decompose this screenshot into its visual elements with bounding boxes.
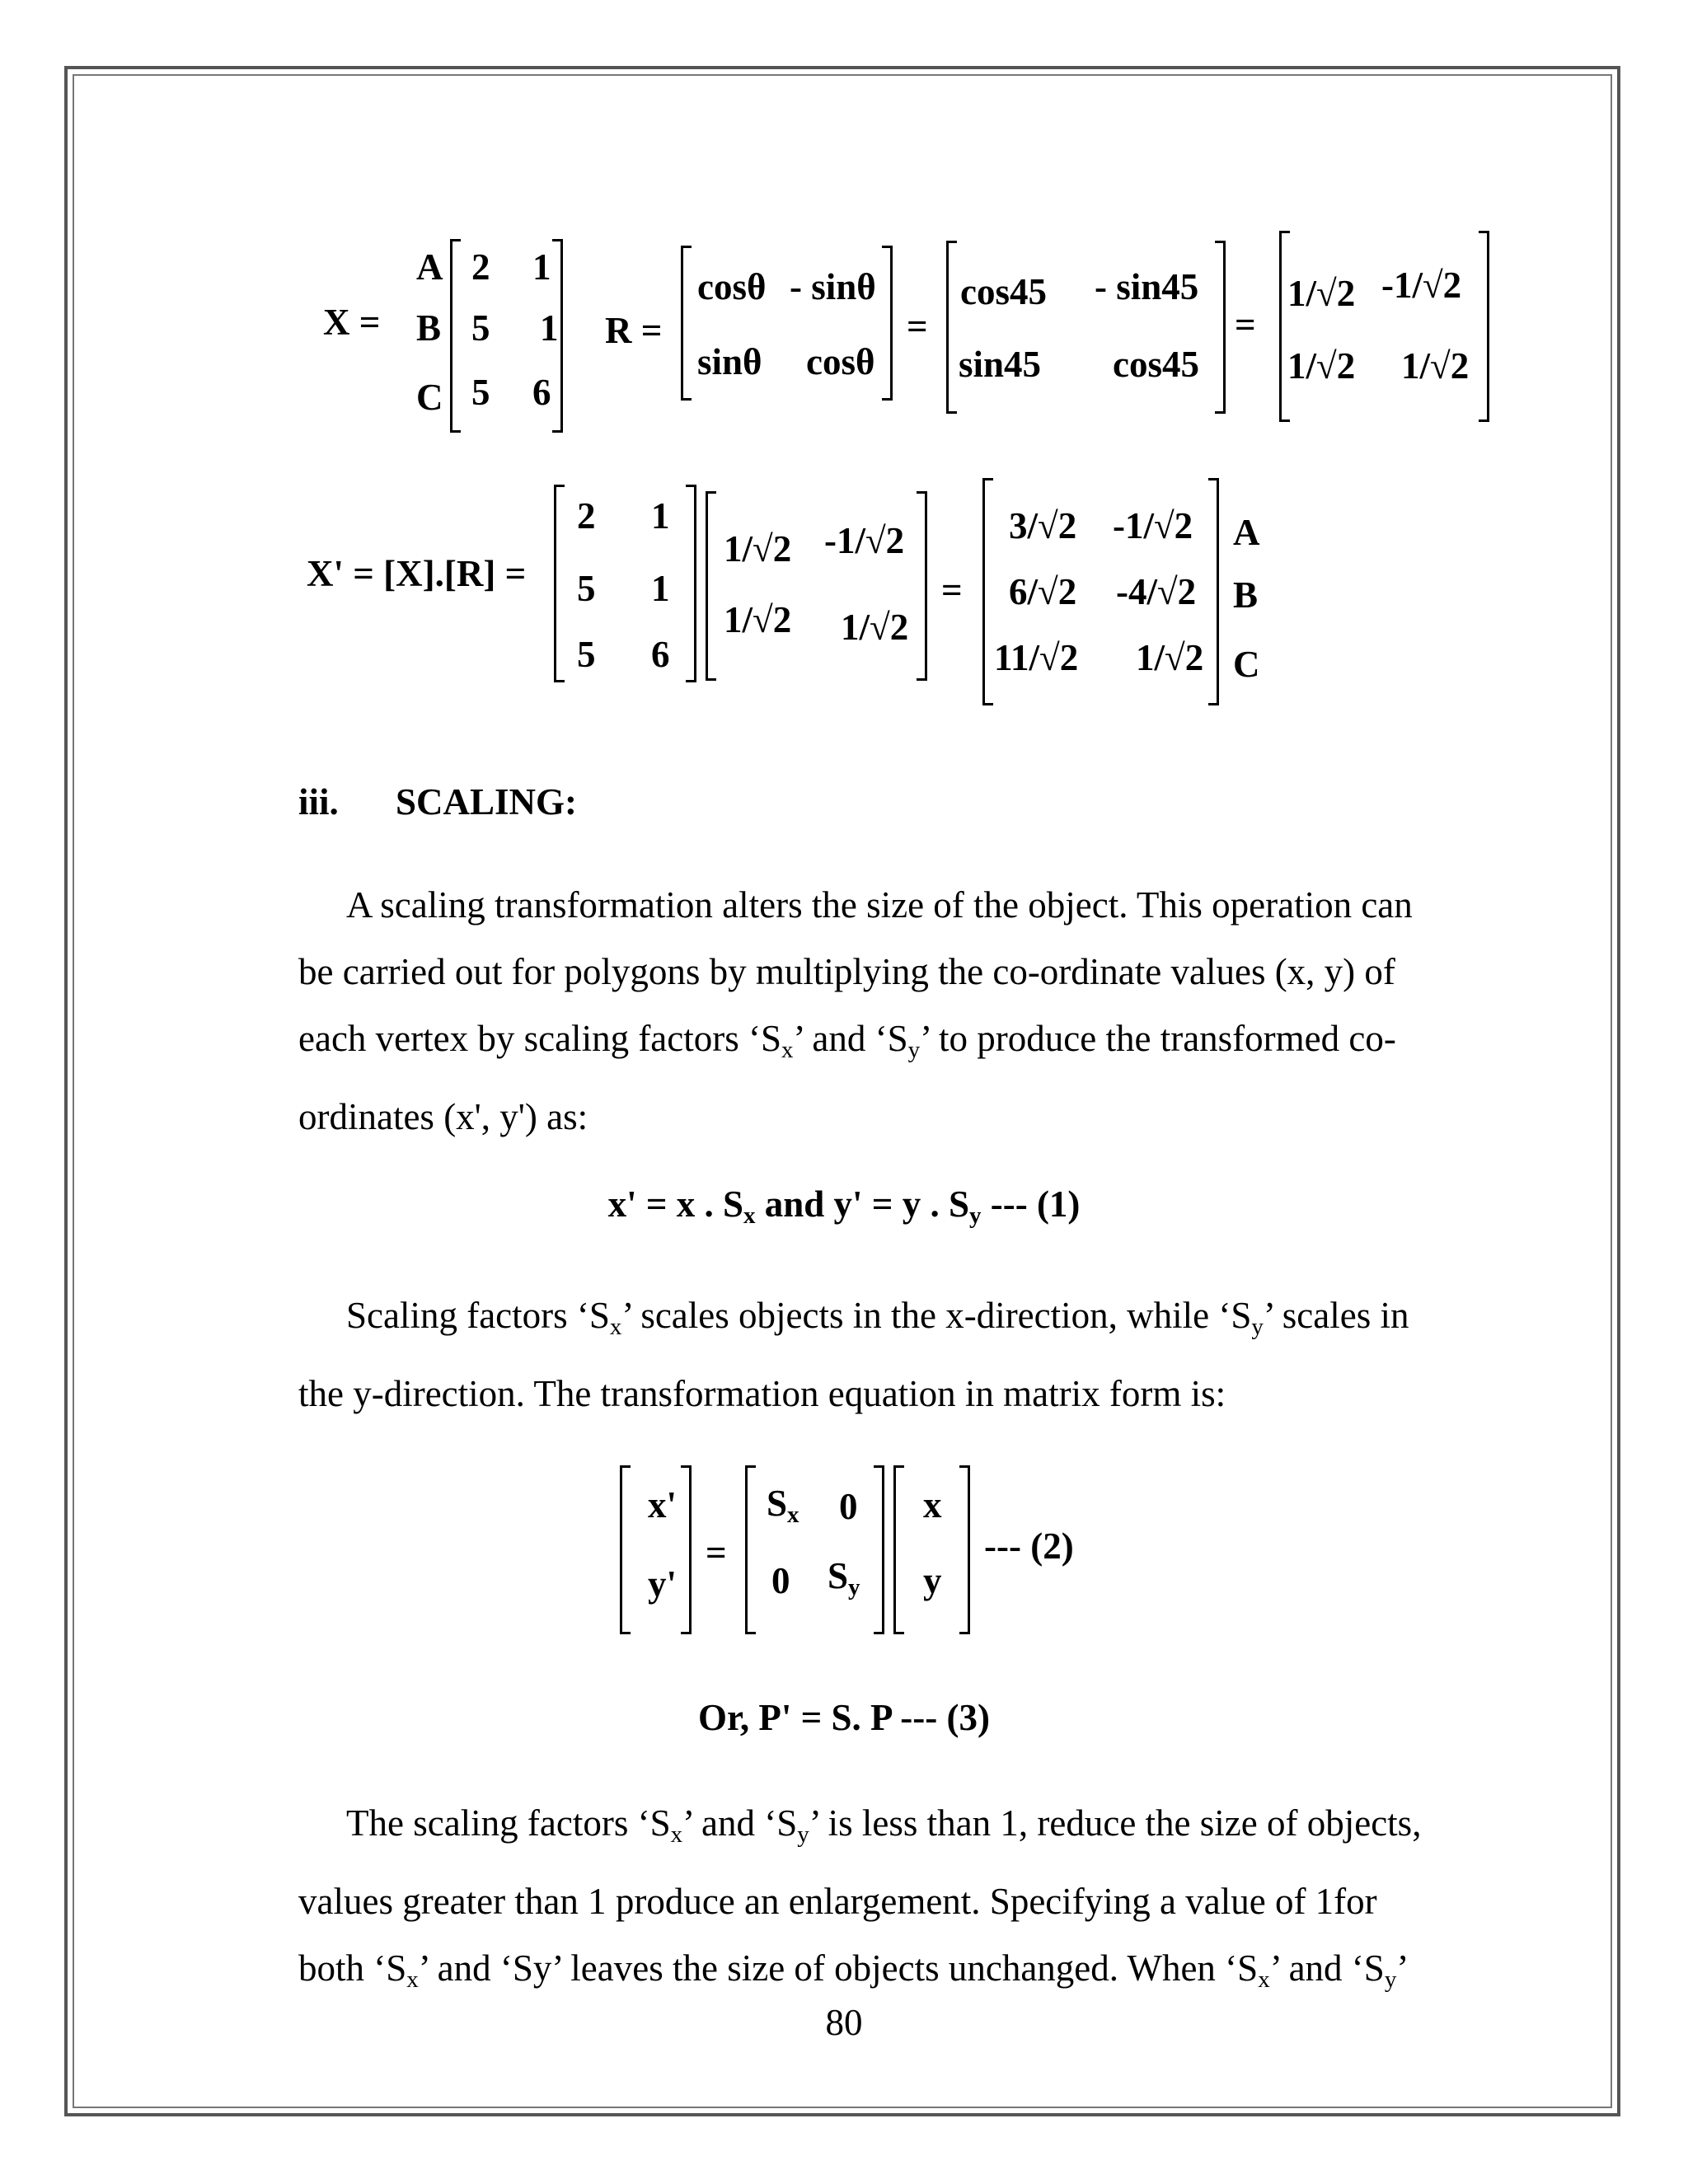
product-x-cell: 1 — [651, 495, 670, 537]
eq2-lhs-left-bracket — [620, 1465, 631, 1634]
matrix-r-val-cell: 1/√2 — [1287, 273, 1356, 314]
product-result-cell: 11/√2 — [994, 637, 1079, 678]
paragraph-line: values greater than 1 produce an enlargement. Specifying a value of 1for — [298, 1881, 1377, 1922]
equation-text: x' = x . S — [607, 1183, 743, 1225]
matrix-x-cell: 6 — [532, 372, 551, 413]
matrix-r-val-cell: 1/√2 — [1287, 345, 1356, 387]
subscript: y — [907, 1037, 921, 1063]
eq2-equals: = — [706, 1532, 727, 1573]
paragraph-text: both ‘S — [298, 1947, 407, 1989]
matrix-r-label: R = — [605, 310, 663, 351]
matrix-r-deg-cell: cos45 — [1113, 344, 1199, 385]
eq2-tag: --- (2) — [984, 1526, 1074, 1567]
subscript: x — [406, 1966, 419, 1993]
paragraph-scaling-intro — [298, 872, 1487, 1151]
eq2-s-cell: 0 — [839, 1486, 858, 1527]
equation-text: and y' = y . S — [755, 1183, 969, 1225]
matrix-r-deg-cell: - sin45 — [1095, 266, 1199, 307]
subscript: x — [670, 1821, 683, 1848]
matrix-x-cell: 5 — [471, 307, 490, 349]
product-result-right-bracket — [1208, 478, 1219, 705]
eq2-s-left-bracket — [745, 1465, 756, 1634]
matrix-r-deg-left-bracket — [946, 241, 957, 414]
paragraph-text: ’ and ‘S — [793, 1018, 908, 1059]
product-r-cell: 1/√2 — [724, 599, 792, 640]
matrix-x-row-label: B — [416, 307, 442, 349]
eq2-s-cell — [828, 1554, 860, 1601]
matrix-x-row-label: A — [416, 246, 443, 288]
paragraph-line: be carried out for polygons by multiplying the co-ordinate values (x, y) of — [298, 951, 1395, 992]
paragraph-text: ’ to produce the transformed co- — [920, 1018, 1396, 1059]
paragraph-text: ’ scales in — [1263, 1295, 1409, 1336]
paragraph-text: Scaling factors ‘S — [346, 1295, 610, 1336]
eq2-lhs-cell: x' — [648, 1484, 678, 1526]
eq2-p-right-bracket — [959, 1465, 970, 1634]
subscript: y — [797, 1821, 809, 1848]
product-label: X' = [X].[R] = — [307, 553, 527, 594]
matrix-r-deg-cell: sin45 — [959, 344, 1042, 385]
section-number: iii. — [298, 781, 339, 823]
matrix-r-deg-right-bracket — [1215, 241, 1226, 414]
paragraph-text: ’ and ‘S — [1269, 1947, 1385, 1989]
subscript: y — [968, 1202, 982, 1229]
paragraph-line: ordinates (x', y') as: — [298, 1096, 588, 1137]
product-r-cell: 1/√2 — [724, 528, 792, 569]
subscript: x — [1258, 1966, 1270, 1993]
eq2-s-cell — [767, 1482, 799, 1529]
paragraph-text: ’ scales objects in the x-direction, while ‘S — [621, 1295, 1252, 1336]
paragraph-scaling-direction — [298, 1282, 1487, 1427]
eq2-s-cell: 0 — [771, 1560, 790, 1601]
matrix-r-val-right-bracket — [1479, 231, 1489, 422]
product-r-left-bracket — [706, 491, 716, 681]
product-result-cell: -4/√2 — [1116, 571, 1197, 612]
matrix-r-cell: cosθ — [697, 266, 767, 307]
product-x-cell: 6 — [651, 634, 670, 675]
product-x-left-bracket — [554, 485, 565, 682]
product-r-cell: 1/√2 — [841, 607, 909, 648]
paragraph-text: ’ is less than 1, reduce the size of objects, — [809, 1802, 1422, 1844]
equation-text: --- (1) — [981, 1183, 1081, 1225]
matrix-x-row-label: C — [416, 377, 443, 418]
matrix-x-cell: 1 — [540, 307, 559, 349]
matrix-r-cell: cosθ — [806, 341, 875, 382]
equation-1 — [0, 1183, 1688, 1230]
eq2-s-symbol: S — [767, 1483, 788, 1524]
product-result-cell: -1/√2 — [1113, 505, 1193, 546]
product-row-label: A — [1233, 512, 1260, 553]
equation-text: Or, P' = S. P --- (3) — [698, 1697, 990, 1738]
eq2-p-left-bracket — [893, 1465, 904, 1634]
subscript: y — [848, 1574, 860, 1601]
product-x-right-bracket — [686, 485, 696, 682]
subscript: x — [781, 1037, 794, 1063]
matrix-x-cell: 1 — [532, 246, 551, 288]
product-result-cell: 6/√2 — [1009, 571, 1077, 612]
matrix-x-right-bracket — [552, 239, 563, 433]
eq2-s-symbol: S — [828, 1555, 849, 1596]
matrix-r-deg-cell: cos45 — [960, 271, 1047, 312]
matrix-r-val-left-bracket — [1279, 231, 1290, 422]
product-x-cell: 1 — [651, 568, 670, 609]
matrix-x-label: X = — [323, 302, 381, 343]
eq2-p-cell: x — [923, 1484, 942, 1526]
matrix-x-cell: 2 — [471, 246, 490, 288]
matrix-r-val-cell: -1/√2 — [1381, 265, 1462, 306]
matrix-r-equals: = — [907, 306, 928, 347]
subscript: y — [1384, 1966, 1397, 1993]
matrix-r-val-cell: 1/√2 — [1401, 345, 1470, 387]
section-title: SCALING: — [396, 781, 578, 823]
matrix-r-right-bracket — [882, 246, 893, 401]
product-row-label: C — [1233, 644, 1260, 685]
eq2-s-right-bracket — [874, 1465, 884, 1634]
matrix-r-cell: - sinθ — [790, 266, 876, 307]
paragraph-line: the y-direction. The transformation equation in matrix form is: — [298, 1373, 1226, 1414]
product-result-cell: 3/√2 — [1009, 505, 1077, 546]
eq2-lhs-right-bracket — [681, 1465, 692, 1634]
product-result-cell: 1/√2 — [1136, 637, 1204, 678]
subscript: x — [609, 1314, 622, 1340]
matrix-x-cell: 5 — [471, 372, 490, 413]
paragraph-line: A scaling transformation alters the size of the object. This operation can — [346, 884, 1413, 926]
paragraph-text: ’ and ‘Sy’ leaves the size of objects unchanged. When ‘S — [418, 1947, 1259, 1989]
product-x-cell: 5 — [577, 568, 596, 609]
matrix-x-left-bracket — [450, 239, 461, 433]
matrix-r-left-bracket — [681, 246, 692, 401]
paragraph-text: ’ and ‘S — [682, 1802, 798, 1844]
equation-3 — [0, 1696, 1688, 1739]
paragraph-text: each vertex by scaling factors ‘S — [298, 1018, 782, 1059]
product-x-cell: 5 — [577, 634, 596, 675]
product-equals: = — [941, 569, 963, 611]
product-r-right-bracket — [917, 491, 927, 681]
eq2-p-cell: y — [923, 1560, 942, 1601]
product-result-left-bracket — [982, 478, 993, 705]
paragraph-scaling-factors — [298, 1790, 1487, 2013]
matrix-r-equals: = — [1235, 304, 1256, 345]
product-x-cell: 2 — [577, 495, 596, 537]
matrix-r-cell: sinθ — [697, 341, 762, 382]
paragraph-text: ’ — [1396, 1947, 1409, 1989]
product-row-label: B — [1233, 574, 1259, 616]
product-r-cell: -1/√2 — [824, 520, 905, 561]
paragraph-text: The scaling factors ‘S — [346, 1802, 671, 1844]
subscript: x — [787, 1502, 799, 1528]
subscript: y — [1251, 1314, 1264, 1340]
subscript: x — [743, 1202, 756, 1229]
page-number: 80 — [825, 2002, 863, 2043]
eq2-lhs-cell: y' — [648, 1563, 678, 1605]
